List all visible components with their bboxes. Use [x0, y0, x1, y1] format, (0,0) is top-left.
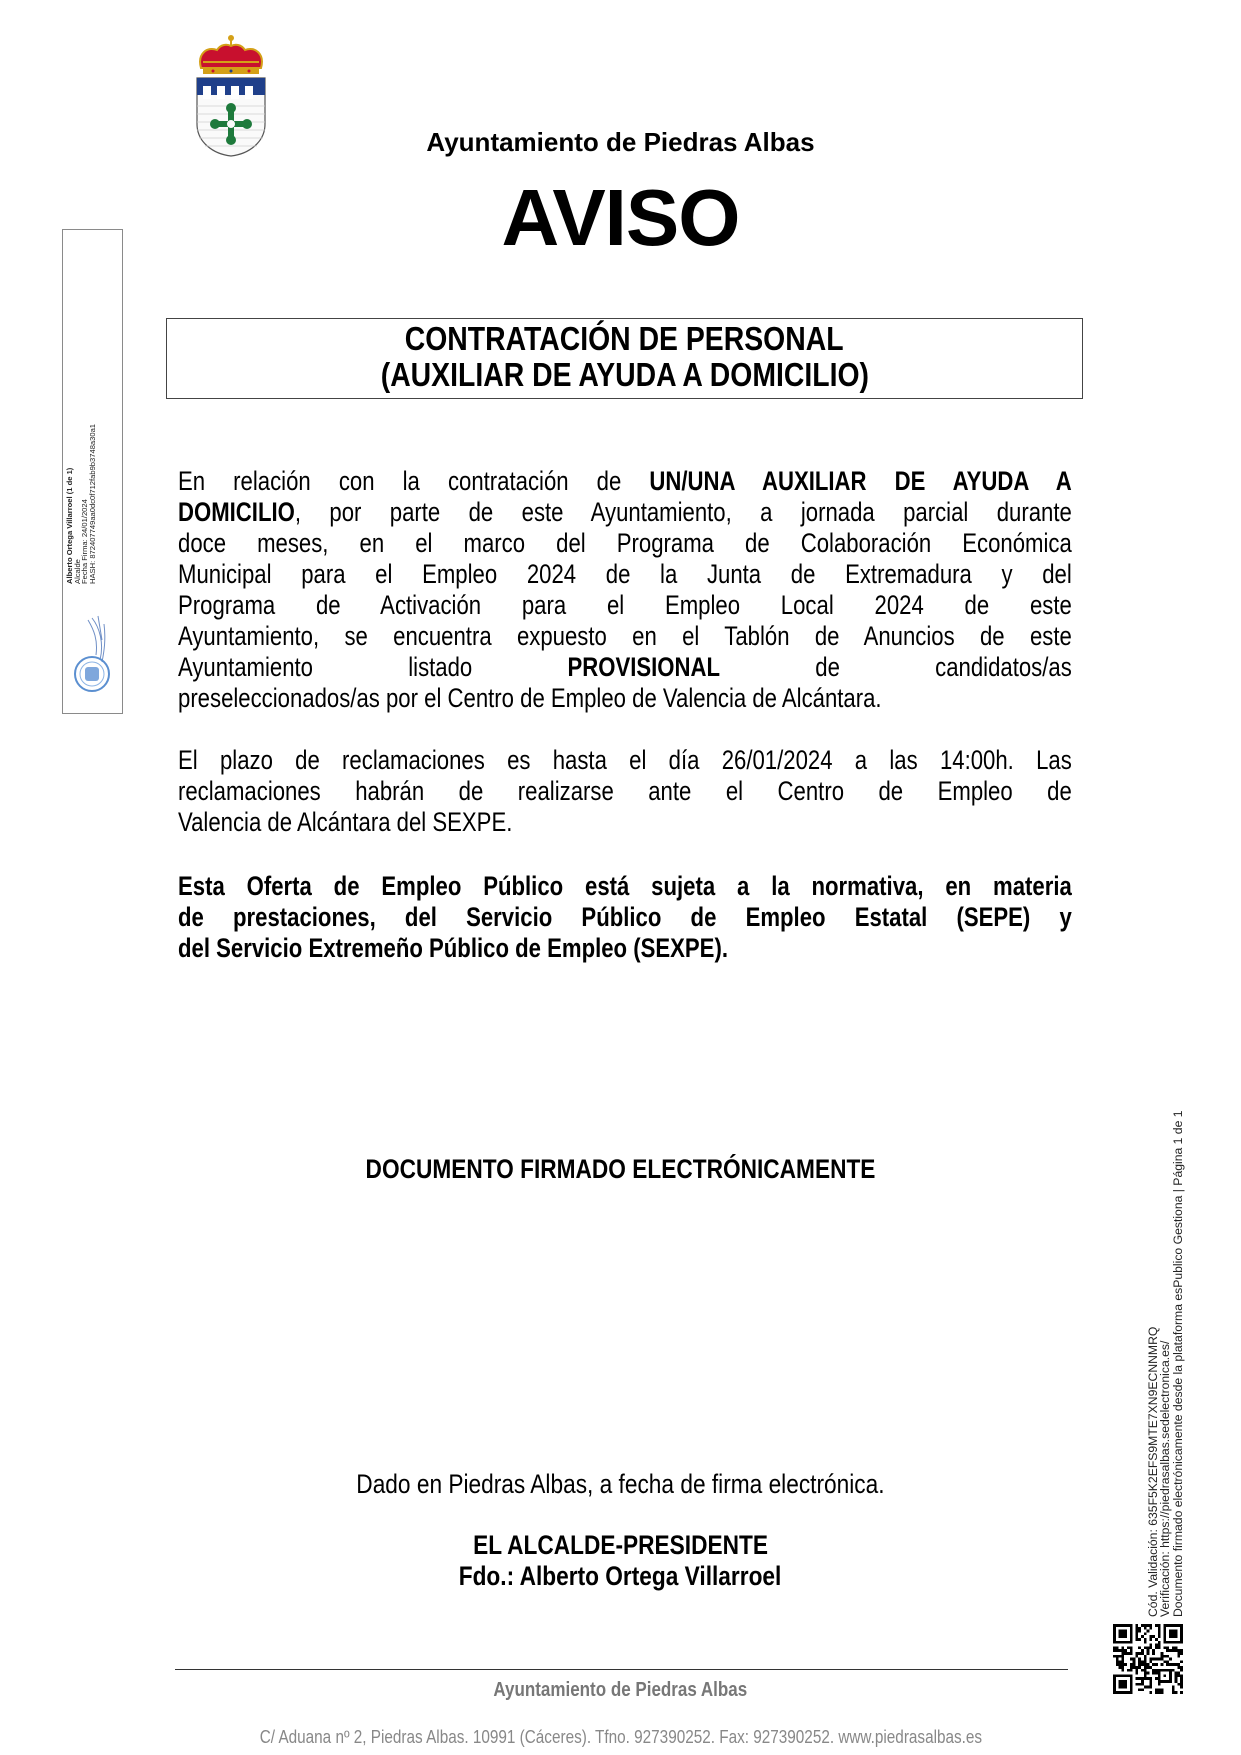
footer-organization — [0, 1679, 1241, 1702]
body-text: Ayuntamiento, se encuentra expuesto en el Tablón de Anuncios de este — [178, 621, 1072, 651]
signature-stamp-text — [66, 364, 97, 584]
body-line — [178, 652, 1072, 683]
body-line — [178, 466, 1072, 497]
subject-box — [166, 318, 1083, 399]
stamp-position: Alcalde — [72, 559, 82, 584]
body-text: preseleccionados/as por el Centro de Empleo de Valencia de Alcántara. — [178, 683, 882, 713]
signer-role-text: EL ALCALDE-PRESIDENTE — [473, 1530, 768, 1560]
platform-note: Documento firmado electrónicamente desde la plataforma esPublico Gestiona | Página 1 de 1 — [1170, 1110, 1185, 1617]
body-line — [178, 776, 1072, 807]
footer-address — [0, 1727, 1241, 1748]
body-line — [178, 745, 1072, 776]
footer-organization-text: Ayuntamiento de Piedras Albas — [493, 1679, 748, 1701]
signer-role — [0, 1530, 1241, 1561]
body-text: reclamaciones habrán de realizarse ante el Centro de Empleo de — [178, 776, 1072, 806]
body-text: Ayuntamiento listado — [178, 652, 568, 682]
body-text-bold: de prestaciones, del Servicio Público de Empleo Estatal (SEPE) y — [178, 902, 1072, 932]
signer-name — [0, 1561, 1241, 1592]
body-text-bold: UN/UNA AUXILIAR DE AYUDA A — [649, 466, 1072, 496]
body-text: El plazo de reclamaciones es hasta el día 26/01/2024 a las 14:00h. Las — [178, 745, 1072, 775]
stamp-date: Fecha Firma: 24/01/2024 — [80, 499, 90, 584]
validation-code: Cód. Validación: 635F5K2EFS9MTE7XN9ECNNMRQ — [1146, 1326, 1160, 1617]
given-at-text — [0, 1469, 1241, 1500]
subject-line-2 — [167, 357, 1082, 393]
body-text-bold: Esta Oferta de Empleo Público está sujeta a la normativa, en materia — [178, 871, 1072, 901]
body-text: Programa de Activación para el Empleo Local 2024 de este — [178, 590, 1072, 620]
body-line — [178, 683, 1072, 714]
validation-text — [1147, 1097, 1184, 1617]
footer-divider — [175, 1669, 1068, 1670]
verification-url[interactable]: Verificación: https://piedrasalbas.sedelectronica.es/ — [1158, 1340, 1173, 1617]
subject-line-1 — [167, 321, 1082, 357]
body-line — [178, 871, 1072, 902]
footer-address-text: C/ Aduana nº 2, Piedras Albas. 10991 (Cáceres). Tfno. 927390252. Fax: 927390252. www.piedrasalbas.es — [259, 1727, 982, 1747]
body-line — [178, 933, 1072, 964]
body-text-bold: DOMICILIO — [178, 497, 295, 527]
body-text: doce meses, en el marco del Programa de Colaboración Económica — [178, 528, 1072, 558]
signer-name-text: Fdo.: Alberto Ortega Villarroel — [459, 1561, 782, 1591]
electronic-signature-note — [0, 1154, 1241, 1185]
electronic-signature-note-text: DOCUMENTO FIRMADO ELECTRÓNICAMENTE — [365, 1154, 876, 1184]
qr-code-icon[interactable] — [1113, 1624, 1183, 1694]
body-text-bold: PROVISIONAL — [567, 652, 721, 682]
body-text: Municipal para el Empleo 2024 de la Junta de Extremadura y del — [178, 559, 1072, 589]
body-text: de candidatos/as — [720, 652, 1072, 682]
signature-seal-icon — [68, 600, 118, 700]
body-line — [178, 902, 1072, 933]
subject-line-2-text: (AUXILIAR DE AYUDA A DOMICILIO) — [380, 356, 869, 393]
body-text: , por parte de este Ayuntamiento, a jornada parcial durante — [294, 497, 1072, 527]
notice-title: AVISO — [501, 173, 740, 262]
body-text: Valencia de Alcántara del SEXPE. — [178, 807, 513, 837]
crown-icon — [200, 35, 262, 74]
body-line — [178, 559, 1072, 590]
subject-line-1-text: CONTRATACIÓN DE PERSONAL — [405, 320, 844, 357]
given-at-text-value: Dado en Piedras Albas, a fecha de firma electrónica. — [356, 1469, 885, 1499]
body-text: En relación con la contratación de — [178, 466, 650, 496]
body-line — [178, 807, 1072, 838]
paragraph-regulation-note — [178, 871, 1072, 964]
body-text-bold: del Servicio Extremeño Público de Empleo (SEXPE). — [178, 933, 728, 963]
body-line — [178, 590, 1072, 621]
paragraph-claims-deadline — [178, 745, 1072, 838]
body-line — [178, 497, 1072, 528]
organization-heading: Ayuntamiento de Piedras Albas — [426, 127, 815, 157]
stamp-hash: HASH: 872407749aa0dc0f712fab9b3748a30a1 — [88, 423, 98, 584]
body-line — [178, 621, 1072, 652]
body-line — [178, 528, 1072, 559]
stamp-signer: Alberto Ortega Villarroel (1 de 1) — [65, 467, 74, 584]
paragraph-announcement — [178, 466, 1072, 714]
